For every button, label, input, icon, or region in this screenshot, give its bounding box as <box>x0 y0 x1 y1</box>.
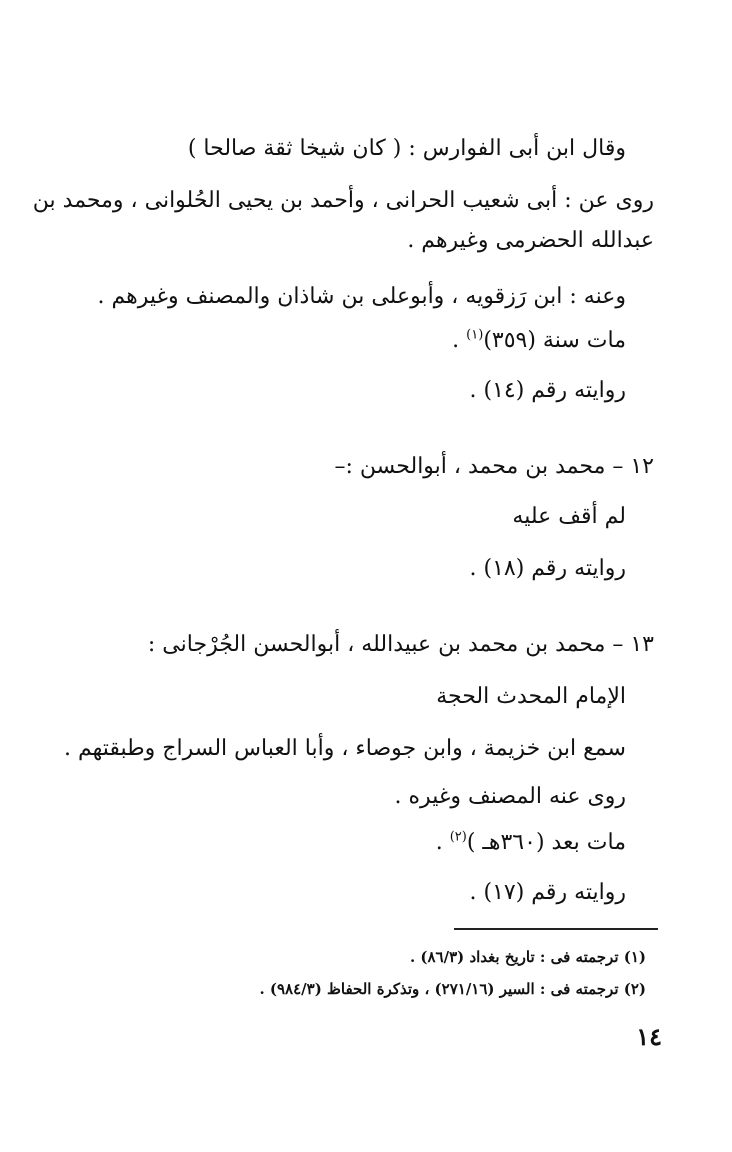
footnote-1: (١) ترجمته فى : تاريخ بغداد (٨٦/٣) . <box>409 948 646 966</box>
text-line-14 <box>436 828 626 858</box>
text-line-13: روى عنه المصنف وغيره . <box>394 784 626 809</box>
footnote-2: (٢) ترجمته فى : السير (٢٧١/١٦) ، وتذكرة الحفاظ (٩٨٤/٣) . <box>259 980 646 998</box>
text-line-5 <box>452 326 626 356</box>
entry-heading-12: ١٢ – محمد بن محمد ، أبوالحسن :– <box>334 454 654 479</box>
footnote-ref-2: (٢) <box>449 829 467 845</box>
text-line-9: روايته رقم (١٨) . <box>469 556 626 581</box>
text-line-4: وعنه : ابن رَزقويه ، وأبوعلى بن شاذان والمصنف وغيرهم . <box>97 284 626 309</box>
text-line-1: وقال ابن أبى الفوارس : ( كان شيخا ثقة صالحا ) <box>187 136 626 161</box>
text-line-8: لم أقف عليه <box>512 504 626 529</box>
death-year: مات سنة (٣٥٩) <box>483 328 626 353</box>
text-line-12: سمع ابن خزيمة ، وابن جوصاء ، وأبا العباس السراج وطبقتهم . <box>63 736 626 761</box>
text-line-2: روى عن : أبى شعيب الحرانى ، وأحمد بن يحيى الحُلوانى ، ومحمد بن <box>32 188 654 213</box>
text-line-3: عبدالله الحضرمى وغيرهم . <box>407 228 654 253</box>
death-date: مات بعد (٣٦٠هـ ) <box>466 830 626 855</box>
page-number: ١٤ <box>636 1022 662 1051</box>
text-line-11: الإمام المحدث الحجة <box>436 684 626 709</box>
footnote-ref-1: (١) <box>466 327 484 343</box>
text-line-15: روايته رقم (١٧) . <box>469 880 626 905</box>
line-end: . <box>452 328 467 353</box>
footnote-divider <box>454 928 658 930</box>
text-line-6: روايته رقم (١٤) . <box>469 378 626 403</box>
line-end: . <box>435 830 450 855</box>
entry-heading-13: ١٣ – محمد بن محمد بن عبيدالله ، أبوالحسن الجُرْجانى : <box>147 632 654 657</box>
